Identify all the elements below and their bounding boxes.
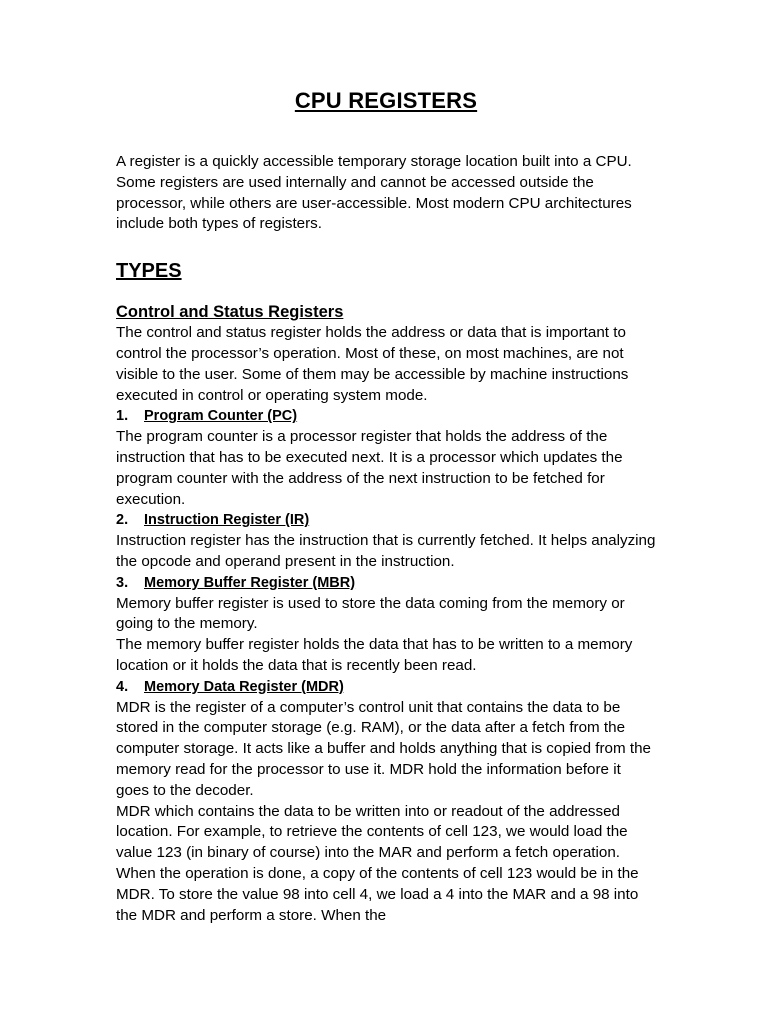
register-item-ir bbox=[116, 510, 656, 572]
item-heading bbox=[116, 677, 656, 698]
types-heading: TYPES bbox=[116, 260, 182, 283]
item-paragraph: MDR is the register of a computer’s control unit that contains the data to be stored in the computer storage (e.g. RAM), or the data after a fetch from the computer storage. It acts like a buffer and holds anything that is copied from the memory read for the processor to use it. MDR hold the information before it goes to the decoder. bbox=[116, 698, 651, 799]
item-heading bbox=[116, 510, 656, 531]
register-item-mbr bbox=[116, 573, 656, 677]
document-page bbox=[116, 88, 656, 926]
item-number: 1. bbox=[116, 408, 129, 425]
item-paragraph: The program counter is a processor register that holds the address of the instruction that has to be executed next. It is a processor which updates the program counter with the address of the next instruction to be fetched for execution. bbox=[116, 428, 623, 508]
item-label: Memory Data Register (MDR) bbox=[144, 678, 344, 695]
item-label: Program Counter (PC) bbox=[144, 408, 298, 425]
register-item-mdr bbox=[116, 677, 656, 927]
item-paragraph: MDR which contains the data to be written into or readout of the addressed location. For example, to retrieve the contents of cell 123, we would load the value 123 (in binary of course) into the MAR and perform a fetch operation. When the operation is done, a copy of the contents of cell 123 would be in the MDR. To store the value 98 into cell 4, we load a 4 into the MAR and a 98 into the MDR and perform a store. When the bbox=[116, 802, 639, 924]
intro-paragraph: A register is a quickly accessible temporary storage location built into a CPU. Some registers are used internally and cannot be accessed outside the processor, while others are user-accessible. Most modern CPU architectures include both types of registers. bbox=[116, 153, 632, 233]
item-heading bbox=[116, 573, 656, 594]
control-status-heading: Control and Status Registers bbox=[116, 303, 344, 322]
item-label: Instruction Register (IR) bbox=[144, 512, 310, 529]
page-title: CPU REGISTERS bbox=[294, 88, 478, 113]
register-item-pc bbox=[116, 406, 656, 510]
item-label: Memory Buffer Register (MBR) bbox=[144, 574, 356, 591]
item-paragraph: Instruction register has the instruction that is currently fetched. It helps analyzing the opcode and operand present in the instruction. bbox=[116, 532, 656, 570]
item-number: 2. bbox=[116, 512, 129, 529]
item-heading bbox=[116, 406, 656, 427]
item-paragraph: The memory buffer register holds the data that has to be written to a memory location or it holds the data that is recently been read. bbox=[116, 636, 633, 674]
item-paragraph: Memory buffer register is used to store the data coming from the memory or going to the memory. bbox=[116, 594, 625, 633]
item-number: 4. bbox=[116, 678, 129, 695]
item-number: 3. bbox=[116, 574, 129, 591]
control-status-paragraph: The control and status register holds the address or data that is important to control the processor’s operation. Most of these, on most machines, are not visible to the user. Some of them may be accessible by machine instructions executed in control or operating system mode. bbox=[116, 324, 629, 404]
